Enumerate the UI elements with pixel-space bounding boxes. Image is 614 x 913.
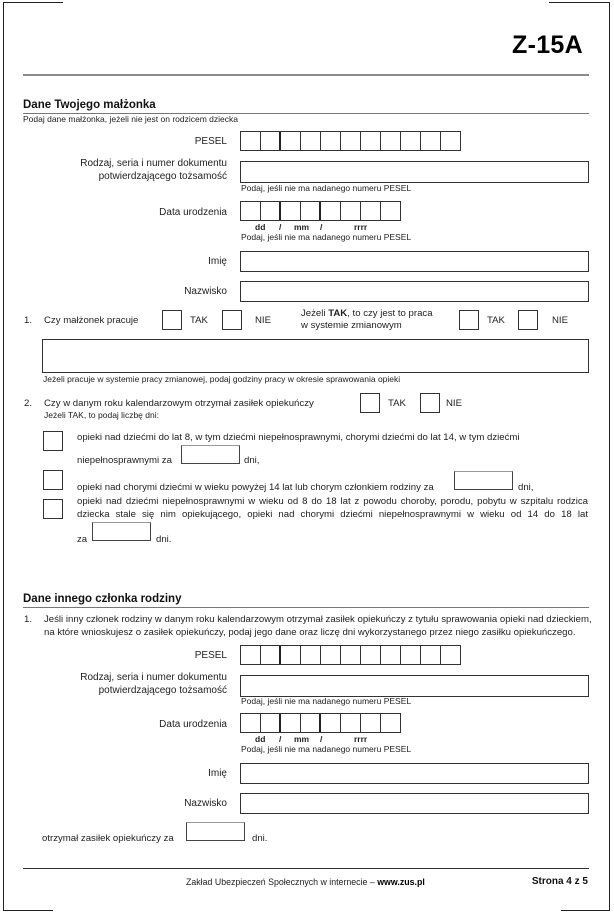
dob-format-sep2: / [320, 222, 323, 232]
q1-followup-prefix: Jeżeli [301, 308, 329, 319]
q1-followup-text [301, 308, 433, 332]
section2-q1-number: 1. [24, 614, 33, 625]
q1-followup-line2: w systemie zmianowym [301, 320, 402, 331]
dob-digit[interactable] [361, 202, 381, 220]
dob-note: Podaj, jeśli nie ma nadanego numeru PESEL [241, 232, 412, 242]
member-dob-digit[interactable] [261, 714, 281, 732]
member-pesel-digit[interactable] [441, 646, 461, 664]
pesel-digit[interactable] [421, 132, 441, 150]
pesel-digit[interactable] [341, 132, 361, 150]
dob-format-sep1: / [279, 222, 282, 232]
page-border-right [609, 2, 610, 911]
page-corner-bottom-right [561, 910, 610, 911]
q2-option2-suffix: dni, [518, 482, 534, 493]
page-number: Strona 4 z 5 [531, 876, 588, 887]
section1-title: Dane Twojego małżonka [23, 99, 156, 111]
q2-option2-checkbox[interactable] [43, 470, 63, 490]
q2-option3-checkbox[interactable] [43, 499, 63, 519]
member-document-label [80, 671, 227, 697]
document-label [80, 157, 227, 183]
q2-option2-text: opieki nad chorymi dziećmi w wieku powyżej 14 lat lub chorym członkiem rodziny za [77, 482, 434, 493]
footer-link[interactable]: www.zus.pl [377, 877, 425, 887]
member-pesel-label: PESEL [194, 650, 227, 661]
q2-text: Czy w danym roku kalendarzowym otrzymał zasiłek opiekuńczy [44, 398, 314, 409]
member-pesel-digit[interactable] [361, 646, 381, 664]
q2-subtext: Jeżeli TAK, to podaj liczbę dni: [44, 410, 159, 420]
member-pesel-digit[interactable] [321, 646, 341, 664]
q1-no-label: NIE [255, 315, 271, 326]
member-pesel-digit[interactable] [261, 646, 281, 664]
member-dob-format-dd: dd [255, 734, 266, 744]
q1-no-checkbox[interactable] [222, 310, 242, 330]
member-pesel-digit[interactable] [281, 646, 301, 664]
section2-title-rule [23, 607, 589, 608]
first-name-label: Imię [208, 256, 227, 267]
pesel-digit[interactable] [441, 132, 461, 150]
member-pesel-digit[interactable] [301, 646, 321, 664]
member-days-input[interactable] [186, 822, 245, 841]
page-corner-bottom-left [3, 910, 53, 911]
pesel-digit[interactable] [301, 132, 321, 150]
header-rule [23, 74, 589, 76]
member-dob-digit[interactable] [381, 714, 401, 732]
form-code: Z-15A [512, 31, 583, 59]
member-dob-note: Podaj, jeśli nie ma nadanego numeru PESEL [241, 744, 412, 754]
q1-followup-bold: TAK [328, 308, 348, 319]
q1-shift-no-checkbox[interactable] [518, 310, 538, 330]
member-dob-digit[interactable] [281, 714, 301, 732]
member-document-note: Podaj, jeśli nie ma nadanego numeru PESEL [241, 696, 412, 706]
q1-followup-line1 [301, 308, 433, 320]
page-corner-top-left [3, 2, 63, 3]
member-days-suffix: dni. [252, 833, 268, 844]
section1-subtitle: Podaj dane małżonka, jeżeli nie jest on rodzicem dziecka [23, 114, 238, 124]
member-last-name-input[interactable] [240, 793, 589, 814]
dob-digit[interactable] [381, 202, 401, 220]
member-pesel-digit[interactable] [401, 646, 421, 664]
member-document-input[interactable] [240, 675, 589, 697]
member-last-name-label: Nazwisko [184, 798, 227, 809]
last-name-label: Nazwisko [184, 286, 227, 297]
q2-option3-days-input[interactable] [92, 522, 151, 541]
member-first-name-label: Imię [208, 768, 227, 779]
q2-option1-line1: opieki nad dziećmi do lat 8, w tym dziećmi niepełnosprawnymi, chorymi dziećmi do lat 14, w tym dziećmi [77, 432, 520, 443]
q2-number: 2. [24, 398, 33, 409]
document-label-line1: Rodzaj, seria i numer dokumentu [80, 158, 227, 169]
page-corner-top-right [549, 2, 610, 3]
member-pesel-digit[interactable] [381, 646, 401, 664]
member-first-name-input[interactable] [240, 763, 589, 784]
dob-digit[interactable] [321, 202, 341, 220]
pesel-digit[interactable] [241, 132, 261, 150]
dob-format-dd: dd [255, 222, 266, 232]
footer-label: Zakład Ubezpieczeń Społecznych w internecie – [186, 877, 378, 887]
q2-no-label: NIE [446, 398, 462, 409]
member-days-prefix: otrzymał zasiłek opiekuńczy za [42, 833, 174, 844]
q2-option3-line1: opieki nad dziećmi niepełnosprawnymi w wieku od 8 do 18 lat z powodu choroby, porodu, pobytu w szpitalu rodzica [77, 496, 588, 507]
q2-option1-checkbox[interactable] [43, 431, 63, 451]
footer-text [186, 877, 425, 887]
document-note: Podaj, jeśli nie ma nadanego numeru PESEL [241, 183, 412, 193]
pesel-digit[interactable] [281, 132, 301, 150]
dob-digit[interactable] [241, 202, 261, 220]
pesel-digit[interactable] [381, 132, 401, 150]
q2-yes-checkbox[interactable] [360, 393, 380, 413]
dob-label: Data urodzenia [159, 207, 227, 218]
dob-input[interactable] [240, 201, 401, 221]
dob-digit[interactable] [261, 202, 281, 220]
q2-option3-prefix: za [77, 534, 88, 545]
pesel-digit[interactable] [401, 132, 421, 150]
pesel-label: PESEL [194, 136, 227, 147]
member-dob-format-yyyy: rrrr [354, 734, 368, 744]
dob-digit[interactable] [281, 202, 301, 220]
member-dob-digit[interactable] [341, 714, 361, 732]
q2-option1-days-input[interactable] [181, 445, 240, 464]
member-dob-digit[interactable] [321, 714, 341, 732]
shift-hours-input[interactable] [42, 339, 589, 373]
q2-option3-line2: dziecka stale się nim opiekującego, opieki nad chorymi dziećmi niepełnosprawnymi w wieku od 14 do 18 lat [77, 509, 588, 520]
member-dob-format-sep1: / [279, 734, 282, 744]
page-border-left [3, 2, 4, 911]
pesel-digit[interactable] [321, 132, 341, 150]
footer-rule [23, 868, 589, 869]
member-dob-label: Data urodzenia [159, 719, 227, 730]
q2-no-checkbox[interactable] [420, 393, 440, 413]
last-name-input[interactable] [240, 281, 589, 302]
dob-format-mm: mm [294, 222, 310, 232]
member-dob-input[interactable] [240, 713, 401, 733]
section2-q1-line1: Jeśli inny członek rodziny w danym roku kalendarzowym otrzymał zasiłek opiekuńczy z tytułu sprawowania opieki nad dzieckiem, [44, 614, 592, 625]
q2-option2-days-input[interactable] [454, 471, 513, 490]
member-dob-format-mm: mm [294, 734, 310, 744]
member-dob-digit[interactable] [361, 714, 381, 732]
member-document-label-line2: potwierdzającego tożsamość [98, 685, 227, 696]
q2-option3-suffix: dni. [156, 534, 172, 545]
q2-yes-label: TAK [388, 398, 406, 409]
document-label-line2: potwierdzającego tożsamość [98, 171, 227, 182]
q1-text: Czy małżonek pracuje [44, 315, 139, 326]
q2-option1-suffix: dni, [244, 455, 260, 466]
q1-number: 1. [24, 315, 33, 326]
q1-followup-rest: , to czy jest to praca [347, 308, 433, 319]
member-dob-digit[interactable] [241, 714, 261, 732]
q2-option1-line2: niepełnosprawnymi za [77, 455, 172, 466]
member-pesel-digit[interactable] [241, 646, 261, 664]
q1-yes-checkbox[interactable] [162, 310, 182, 330]
q1-yes-label: TAK [190, 315, 208, 326]
member-document-label-line1: Rodzaj, seria i numer dokumentu [80, 672, 227, 683]
member-pesel-digit[interactable] [421, 646, 441, 664]
section2-title: Dane innego członka rodziny [23, 593, 182, 605]
pesel-digit[interactable] [261, 132, 281, 150]
dob-digit[interactable] [341, 202, 361, 220]
section2-q1-line2: na które wnioskujesz o zasiłek opiekuńczy, podaj jego dane oraz liczę dni wykorzystanego przez niego zasiłku opiekuńczego. [44, 627, 576, 638]
document-input[interactable] [240, 161, 589, 183]
pesel-input[interactable] [240, 131, 461, 151]
member-dob-digit[interactable] [301, 714, 321, 732]
q1-shift-yes-label: TAK [487, 315, 505, 326]
member-dob-format-sep2: / [320, 734, 323, 744]
first-name-input[interactable] [240, 251, 589, 272]
dob-digit[interactable] [301, 202, 321, 220]
q1-shift-no-label: NIE [552, 315, 568, 326]
pesel-digit[interactable] [361, 132, 381, 150]
dob-format-yyyy: rrrr [354, 222, 368, 232]
member-pesel-digit[interactable] [341, 646, 361, 664]
member-pesel-input[interactable] [240, 645, 461, 665]
shift-hours-note: Jeżeli pracuje w systemie pracy zmianowej, podaj godziny pracy w okresie sprawowania opieki [43, 374, 401, 384]
q1-shift-yes-checkbox[interactable] [459, 310, 479, 330]
